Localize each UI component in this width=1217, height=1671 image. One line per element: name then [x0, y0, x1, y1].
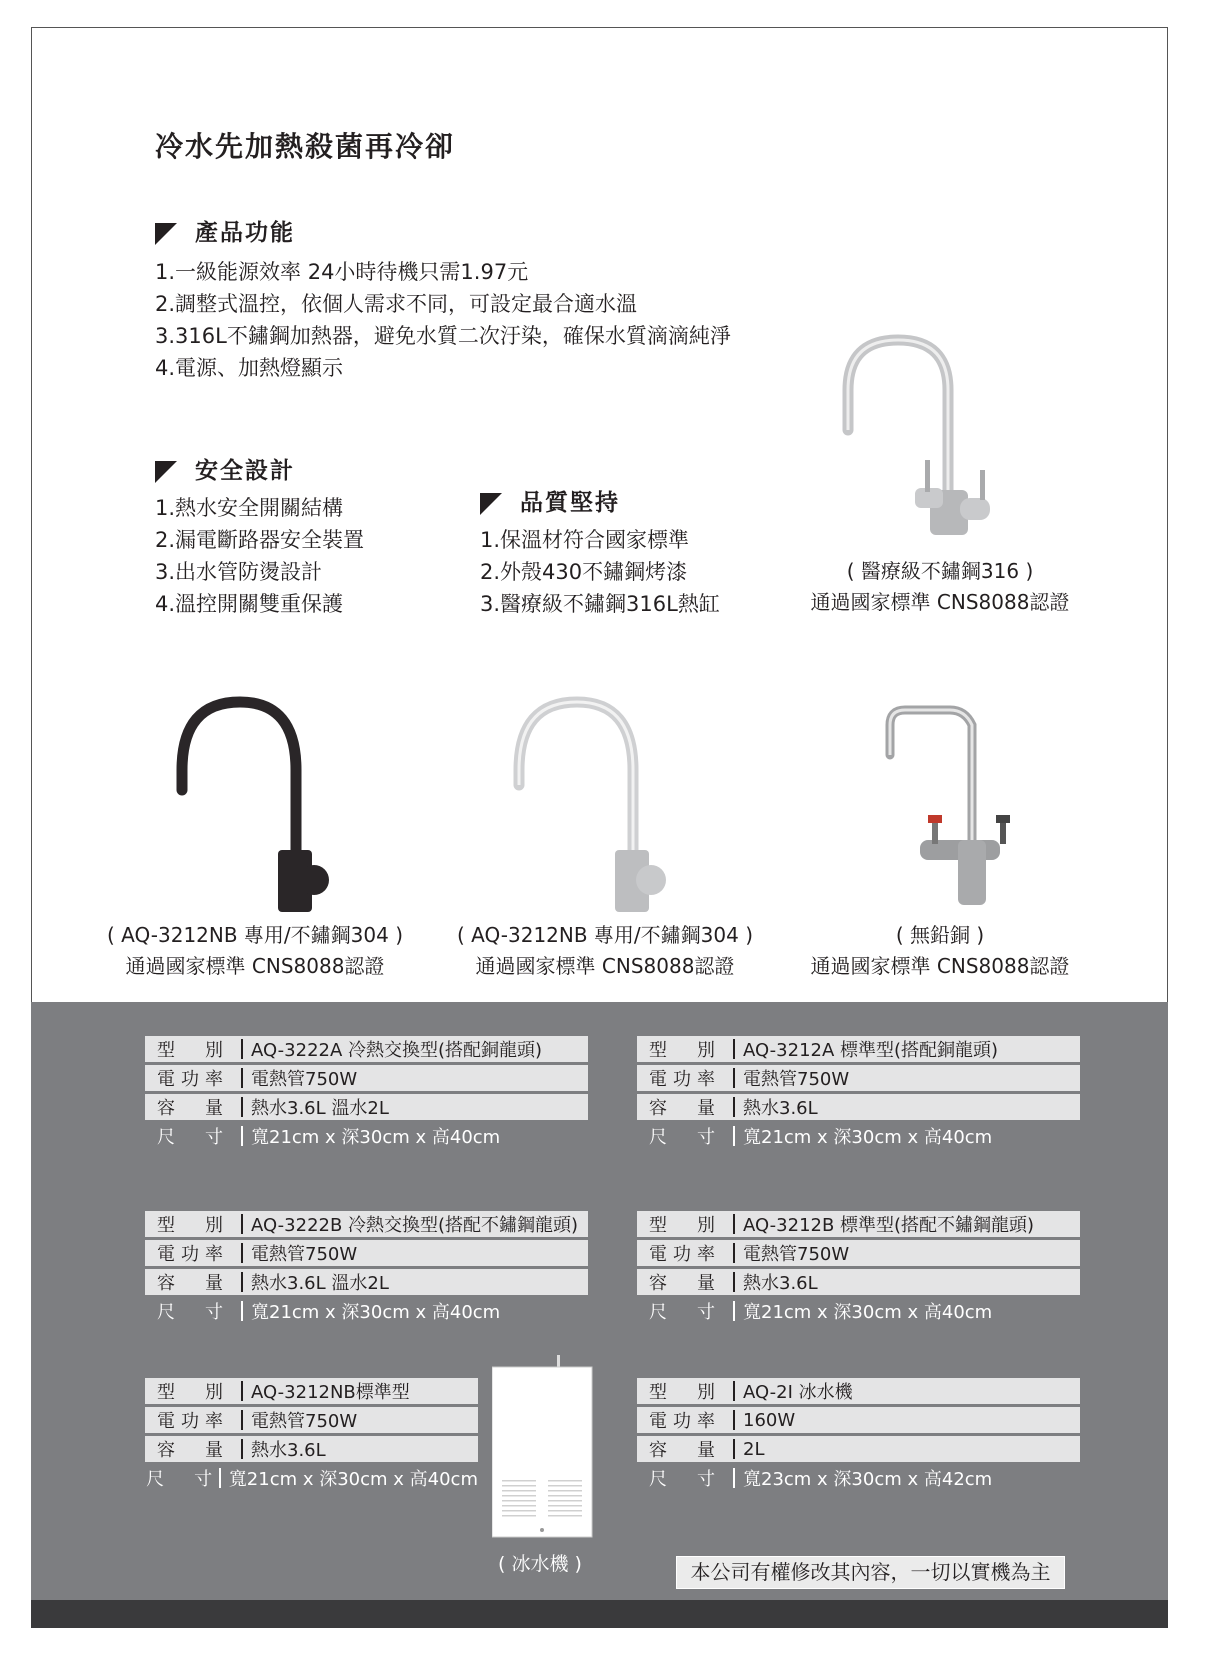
quality-title: 品質堅持 — [480, 484, 620, 517]
quality-item: 3.醫療級不鏽鋼316L熱缸 — [480, 592, 720, 616]
ice-machine-image — [492, 1355, 594, 1540]
spec-row-capacity: 容 量 熱水3.6L — [145, 1436, 478, 1462]
faucet-316-image — [840, 330, 1010, 545]
spec-row-model: 型 別 AQ-3212A 標準型(搭配銅龍頭) — [637, 1036, 1080, 1062]
spec-row-size: 尺 寸 寬21cm x 深30cm x 高40cm — [157, 1127, 501, 1148]
spec-row-power: 電功率 電熱管750W — [145, 1240, 588, 1266]
feature-item: 4.電源、加熱燈顯示 — [155, 356, 344, 380]
safety-title: 安全設計 — [155, 452, 295, 485]
faucet-316-caption: ( 醫療級不鏽鋼316 ) 通過國家標準 CNS8088認證 — [810, 559, 1070, 614]
safety-item: 3.出水管防燙設計 — [155, 560, 323, 584]
spec-block-aq-3212nb — [145, 1378, 478, 1494]
spec-row-power: 電功率 電熱管750W — [637, 1065, 1080, 1091]
spec-row-power: 電功率 電熱管750W — [145, 1065, 588, 1091]
feature-item: 3.316L不鏽鋼加熱器，避免水質二次汙染，確保水質滴滴純淨 — [155, 324, 731, 348]
spec-row-power: 電功率 電熱管750W — [637, 1240, 1080, 1266]
spec-row-model: 型 別 AQ-3222A 冷熱交換型(搭配銅龍頭) — [145, 1036, 588, 1062]
faucet-copper-image — [880, 700, 1010, 915]
spec-row-size: 尺 寸 寬23cm x 深30cm x 高42cm — [649, 1469, 993, 1490]
spec-row-power: 電功率 160W — [637, 1407, 1080, 1433]
disclaimer-notice: 本公司有權修改其內容，一切以實機為主 — [676, 1556, 1065, 1589]
spec-row-capacity: 容 量 2L — [637, 1436, 1080, 1462]
triangle-bullet-icon — [155, 223, 177, 245]
spec-row-power: 電功率 電熱管750W — [145, 1407, 478, 1433]
spec-block-aq-3212b — [637, 1211, 1080, 1327]
features-title: 產品功能 — [155, 214, 295, 247]
faucet-black-caption: ( AQ-3212NB 專用/不鏽鋼304 ) 通過國家標準 CNS8088認證 — [106, 923, 403, 978]
spec-row-capacity: 容 量 熱水3.6L — [637, 1269, 1080, 1295]
faucet-copper-caption: ( 無鉛銅 ) 通過國家標準 CNS8088認證 — [810, 923, 1070, 978]
spec-row-model: 型 別 AQ-3212B 標準型(搭配不鏽鋼龍頭) — [637, 1211, 1080, 1237]
safety-item: 4.溫控開關雙重保護 — [155, 592, 344, 616]
safety-item: 2.漏電斷路器安全裝置 — [155, 528, 365, 552]
quality-list — [480, 524, 720, 620]
spec-row-size: 尺 寸 寬21cm x 深30cm x 高40cm — [157, 1302, 501, 1323]
features-list — [155, 256, 731, 384]
feature-item: 1.一級能源效率 24小時待機只需1.97元 — [155, 260, 529, 284]
faucet-stainless-image — [505, 690, 675, 920]
quality-item: 2.外殼430不鏽鋼烤漆 — [480, 560, 688, 584]
spec-row-capacity: 容 量 熱水3.6L — [637, 1094, 1080, 1120]
faucet-stainless-caption: ( AQ-3212NB 專用/不鏽鋼304 ) 通過國家標準 CNS8088認證 — [456, 923, 753, 978]
quality-item: 1.保溫材符合國家標準 — [480, 528, 690, 552]
spec-row-model: 型 別 AQ-2I 冰水機 — [637, 1378, 1080, 1404]
spec-row-size: 尺 寸 寬21cm x 深30cm x 高40cm — [146, 1469, 478, 1490]
spec-row-model: 型 別 AQ-3222B 冷熱交換型(搭配不鏽鋼龍頭) — [145, 1211, 588, 1237]
spec-block-aq-3222a — [145, 1036, 588, 1152]
spec-row-size: 尺 寸 寬21cm x 深30cm x 高40cm — [649, 1302, 993, 1323]
spec-row-model: 型 別 AQ-3212NB標準型 — [145, 1378, 478, 1404]
triangle-bullet-icon — [155, 461, 177, 483]
safety-list — [155, 492, 364, 620]
bottom-bar — [31, 1600, 1168, 1628]
spec-block-aq-3222b — [145, 1211, 588, 1327]
spec-block-aq-2i — [637, 1378, 1080, 1494]
spec-row-size: 尺 寸 寬21cm x 深30cm x 高40cm — [649, 1127, 993, 1148]
feature-item: 2.調整式溫控，依個人需求不同，可設定最合適水溫 — [155, 292, 638, 316]
safety-item: 1.熱水安全開關結構 — [155, 496, 344, 520]
spec-row-capacity: 容 量 熱水3.6L 溫水2L — [145, 1269, 588, 1295]
faucet-black-image — [168, 690, 338, 920]
triangle-bullet-icon — [480, 493, 502, 515]
spec-block-aq-3212a — [637, 1036, 1080, 1152]
spec-row-capacity: 容 量 熱水3.6L 溫水2L — [145, 1094, 588, 1120]
ice-machine-caption: ( 冰水機 ) — [498, 1553, 582, 1575]
headline: 冷水先加熱殺菌再冷卻 — [155, 130, 456, 163]
